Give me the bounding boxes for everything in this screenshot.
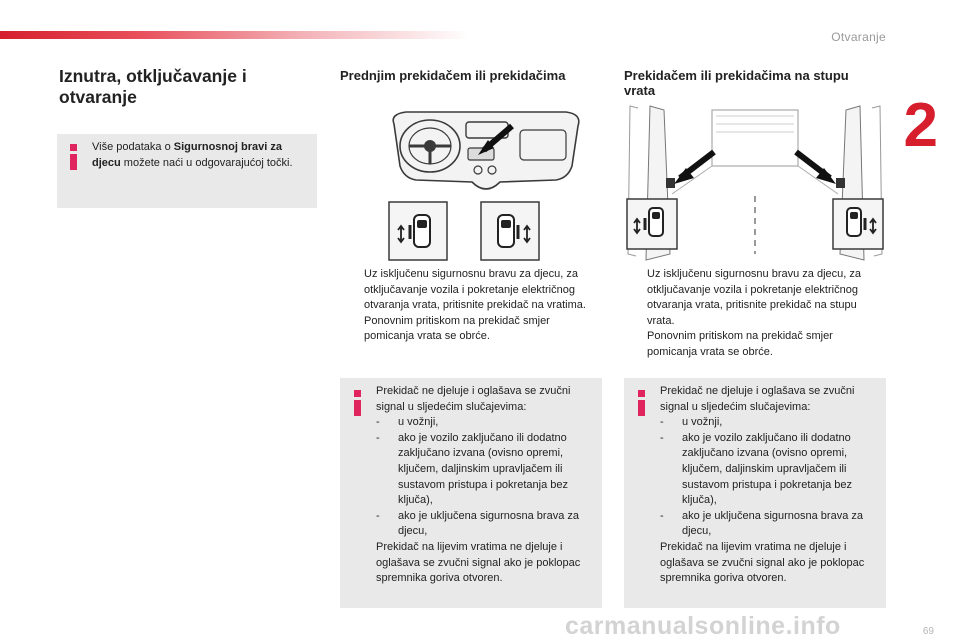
watermark: carmanualsonline.info bbox=[565, 612, 841, 640]
dashboard-illustration bbox=[380, 100, 592, 200]
right-heading: Prekidačem ili prekidačima na stupu vrata bbox=[624, 68, 849, 98]
list-item: Ponovnim pritiskom na prekidač smjer pomicanja vrata se obrće. bbox=[364, 314, 550, 343]
info-icon bbox=[354, 390, 361, 416]
page-number: 69 bbox=[922, 626, 934, 637]
middle-bullets bbox=[342, 267, 600, 345]
list-item: Uz isključenu sigurnosnu bravu za djecu, za otključavanje vozila i pokretanje električnog otvaranja vrata, pritisnite prekidač na vratima. bbox=[364, 268, 586, 312]
list-item: - u vožnji, bbox=[660, 416, 723, 429]
right-switch-right-icon bbox=[832, 198, 884, 250]
middle-info-box bbox=[340, 378, 602, 608]
chapter-number: 2 bbox=[903, 91, 938, 160]
list-item: - ako je uključena sigurnosna brava za djecu, bbox=[660, 509, 864, 538]
list-item: - ako je vozilo zaključano ili dodatno zaključano izvana (ovisno opremi, ključem, daljinskim upravljačem ili sustavom pristupa i pokretanja bez ključa), bbox=[376, 431, 568, 507]
middle-info-text: Prekidač ne djeluje i oglašava se zvučni signal u sljedećim slučajevima: - u vožnji, - ako je vozilo zaključano ili dodatno zaključano izvana (ovisno opremi, ključem, daljinskim upravljačem ili sustavom pristupa i pokretanja bez ključa), - ako je uključena sigurnosna brava za djecu, Prekidač na lijevim vratima ne djeluje i oglašava se zvučni signal ako je poklopac spremnika goriva otvoren. bbox=[376, 384, 598, 587]
middle-switch-left-icon bbox=[388, 201, 448, 261]
list-item: Ponovnim pritiskom na prekidač smjer pomicanja vrata se obrće. bbox=[647, 330, 833, 358]
left-heading: Iznutra, otključavanje i otvaranje bbox=[59, 66, 247, 107]
header-accent-bar bbox=[0, 31, 470, 39]
info-icon bbox=[638, 390, 645, 416]
list-item: - u vožnji, bbox=[376, 416, 439, 429]
middle-switch-right-icon bbox=[480, 201, 540, 261]
left-info-text: Više podataka o Sigurnosnoj bravi za djecu možete naći u odgovarajućoj točki. bbox=[92, 141, 293, 169]
right-info-text: Prekidač ne djeluje i oglašava se zvučni signal u sljedećim slučajevima: - u vožnji, - ako je vozilo zaključano ili dodatno zaključano izvana (ovisno opremi, ključem, daljinskim upravljačem ili sustavom pristupa i pokretanja bez ključa), - ako je uključena sigurnosna brava za djecu, Prekidač na lijevim vratima ne djeluje i oglašava se zvučni signal ako je poklopac spremnika goriva otvoren. bbox=[660, 384, 882, 587]
info-icon bbox=[70, 144, 77, 170]
list-item: Uz isključenu sigurnosnu bravu za djecu, za otključavanje vozila i pokretanje električnog otvaranja vrata, pritisnite prekidač na stupu vrata. bbox=[647, 268, 862, 327]
right-bullets bbox=[625, 267, 883, 361]
right-info-box bbox=[624, 378, 886, 608]
right-switch-left-icon bbox=[626, 198, 678, 250]
list-item: - ako je uključena sigurnosna brava za djecu, bbox=[376, 509, 580, 538]
left-info-box bbox=[57, 134, 317, 208]
section-title: Otvaranje bbox=[831, 30, 886, 44]
list-item: - ako je vozilo zaključano ili dodatno zaključano izvana (ovisno opremi, ključem, daljinskim upravljačem ili sustavom pristupa i pokretanja bez ključa), bbox=[660, 431, 852, 507]
middle-heading: Prednjim prekidačem ili prekidačima bbox=[340, 68, 566, 83]
